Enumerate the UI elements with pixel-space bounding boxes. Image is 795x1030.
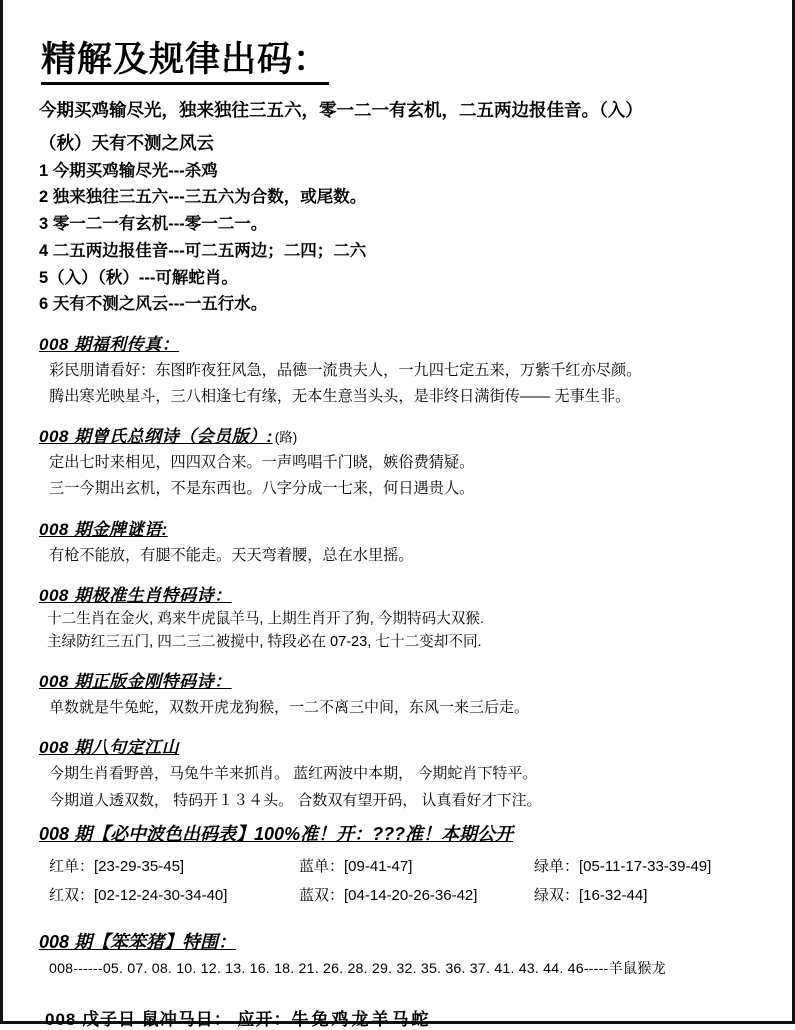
cell-value: [23-29-35-45] [94,857,185,875]
cell-value: [05-11-17-33-39-49] [579,857,712,875]
table-row [49,881,764,910]
numbered-list [37,158,764,318]
section-fuli-chuanzhen [37,330,764,410]
section-heading: 008 期曾氏总纲诗（会员版）: [39,427,273,447]
section-jizhun-shengxiao-temashi [37,581,764,655]
list-item: 2 独来独往三五六---三五六为合数，或尾数。 [39,188,367,207]
section-line: 定出七时来相见，四四双合来。一声鸣唱千门晓，嫉俗费猜疑。 [49,454,475,472]
color-table [49,852,764,911]
cell-label: 蓝双： [299,887,345,905]
section-body [49,543,764,569]
list-item: 3 零一二一有玄机---零一二一。 [39,215,268,234]
page-title: 精解及规律出码： [41,40,329,85]
section-line: 腾出寒光映星斗，三八相逢七有缘，无本生意当头头，是非终日满街传—— 无事生非。 [49,388,631,406]
table-cell [534,852,764,881]
list-item: 1 今期买鸡输尽光---杀鸡 [39,161,218,180]
cell-value: [16-32-44] [579,887,648,905]
lead-line: 今期买鸡输尽光，独来独往三五六，零一二一有玄机，二五两边报佳音。（入） [39,100,643,121]
section-bose-chuma-biao [37,820,764,911]
section-body [49,358,764,410]
table-cell [49,881,299,910]
section-jinpai-miyu [37,515,764,569]
cell-label: 蓝单： [299,857,345,875]
final-line-zodiacs: 牛兔鸡龙羊马蛇 [291,1010,432,1030]
table-cell [534,881,764,910]
cell-label: 红单： [49,857,95,875]
section-heading: 008 期极准生肖特码诗： [39,585,232,605]
section-line: 有枪不能放，有腿不能走。天天弯着腰，总在水里摇。 [49,546,414,564]
section-line: 008------05. 07. 08. 10. 12. 13. 16. 18. 21. 26. 28. 29. 32. 35. 36. 37. 41. 43. 44. 46-----羊鼠猴龙 [49,961,666,978]
section-heading: 008 期【必中波色出码表】100%准！开：???准！本期公开 [39,823,514,844]
lead-line: （秋）天有不测之风云 [39,132,214,153]
section-heading: 008 期福利传真： [39,335,180,355]
section-heading: 008 期八句定江山 [39,738,180,758]
section-bajv-dingjiangshan [37,733,764,814]
lead-paragraph [37,97,764,156]
section-zhengban-jingang-temashi [37,667,764,721]
section-heading: 008 期正版金刚特码诗： [39,672,232,692]
list-item: 6 天有不测之风云---一五行水。 [39,295,268,314]
table-row [49,852,764,881]
list-item: 5（入）（秋）---可解蛇肖。 [39,268,238,287]
cell-label: 绿双： [534,887,580,905]
final-line [45,1005,764,1030]
section-line: 今期生肖看野兽，马兔牛羊来抓肖。 蓝红两波中本期， 今期蛇肖下特平。 [49,765,538,783]
section-line: 单数就是牛兔蛇，双数开虎龙狗猴，一二不离三中间，东风一来三后走。 [49,699,530,717]
section-benbenzhu-tewei [37,928,764,981]
section-heading: 008 期金牌谜语: [39,519,168,539]
section-heading-note: (路) [274,430,298,446]
section-body [49,761,764,814]
cell-value: [09-41-47] [344,857,413,875]
section-line: 主绿防红三五门, 四二三二被搅中, 特段必在 07-23, 七十二变却不同. [47,634,482,651]
final-line-prefix: 008 戊子日 鼠冲马日： 应开： [45,1010,292,1030]
table-cell [299,852,534,881]
section-line: 今期道人透双数， 特码开１３４头。 合数双有望开码， 认真看好才下注。 [49,791,542,809]
section-zengshi-zonggangshi [37,422,764,502]
table-cell [49,852,299,881]
section-line: 十二生肖在金火, 鸡来牛虎鼠羊马, 上期生肖开了狗, 今期特码大双猴. [47,610,485,627]
cell-label: 红双： [49,887,95,905]
table-cell [299,881,534,910]
section-line: 三一今期出玄机，不是东西也。八字分成一七来，何日遇贵人。 [49,480,475,498]
section-heading: 008 期【笨笨猪】特围： [39,932,237,953]
cell-value: [04-14-20-26-36-42] [344,887,478,905]
list-item: 4 二五两边报佳音---可二五两边；二四；二六 [39,241,367,260]
section-line: 彩民朋请看好：东图昨夜狂风急，品德一流贵夫人，一九四七定五来，万紫千红亦尽颜。 [49,362,642,380]
section-body [49,695,764,721]
section-body [47,608,764,655]
cell-label: 绿单： [534,857,580,875]
section-body [49,450,764,502]
cell-value: [02-12-24-30-34-40] [94,887,228,905]
